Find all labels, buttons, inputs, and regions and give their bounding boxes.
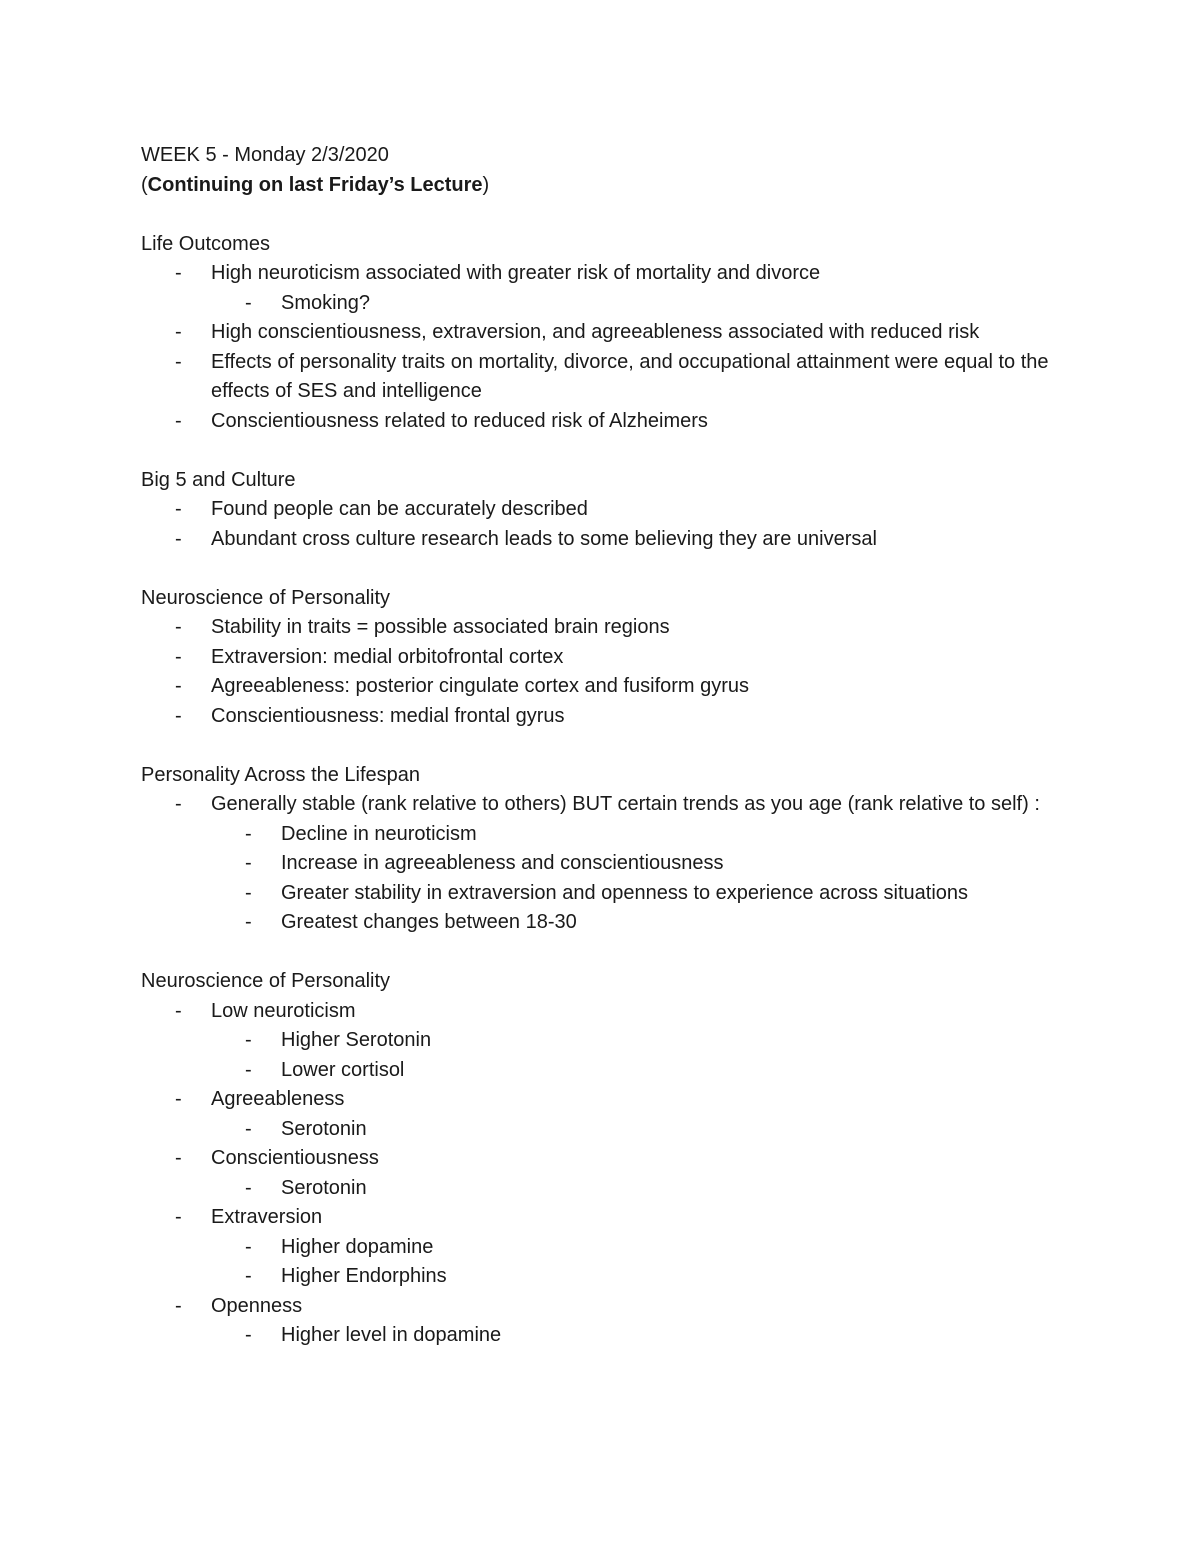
sub-list-item [211, 1026, 1071, 1056]
list-item [141, 407, 1071, 437]
list-item-text: Openness [211, 1294, 303, 1317]
sub-list-item [211, 849, 1071, 879]
section-heading: Personality Across the Lifespan [141, 763, 421, 786]
bullet-dash: - [245, 1176, 252, 1199]
sub-list-item-text: Higher Endorphins [281, 1265, 447, 1287]
list-item [141, 1085, 1071, 1144]
list-item [141, 1292, 1071, 1351]
list-item-text: High neuroticism associated with greater risk of mortality and divorce [211, 262, 821, 284]
sub-bullet-list [211, 820, 1071, 938]
bullet-dash: - [175, 262, 182, 284]
subtitle-bold-text: Continuing on last Friday’s Lecture [147, 173, 483, 196]
sub-list-item [211, 289, 1071, 319]
sub-list-item [211, 1115, 1071, 1145]
sub-bullet-list [211, 1321, 1071, 1351]
bullet-dash: - [245, 1265, 252, 1287]
bullet-dash: - [175, 999, 182, 1022]
bullet-dash: - [175, 616, 182, 638]
list-item-text: Extraversion: medial orbitofrontal cortex [211, 645, 564, 668]
sub-list-item-text: Greater stability in extraversion and openness to experience across situations [281, 881, 969, 904]
sub-bullet-list [211, 1115, 1071, 1145]
sub-bullet-list [211, 1174, 1071, 1204]
bullet-dash: - [175, 350, 182, 373]
list-item-text: Extraversion [211, 1206, 323, 1228]
section-heading: Big 5 and Culture [141, 468, 296, 491]
list-item [141, 495, 1071, 525]
bullet-list [141, 790, 1071, 938]
bullet-list [141, 613, 1071, 731]
sub-list-item [211, 820, 1071, 850]
sub-list-item-text: Smoking? [281, 291, 370, 314]
page-subtitle [141, 171, 1071, 201]
sub-list-item-text: Greatest changes between 18-30 [281, 911, 577, 933]
sub-list-item-text: Higher dopamine [281, 1235, 434, 1258]
subtitle-open-paren: ( [141, 173, 148, 196]
page-title: WEEK 5 - Monday 2/3/2020 [141, 144, 389, 166]
section-heading: Neuroscience of Personality [141, 586, 391, 609]
bullet-dash: - [175, 527, 182, 550]
list-item [141, 1144, 1071, 1203]
bullet-dash: - [245, 852, 252, 874]
bullet-dash: - [245, 881, 252, 904]
bullet-dash: - [245, 291, 252, 314]
bullet-dash: - [175, 498, 182, 520]
sub-list-item-text: Higher Serotonin [281, 1029, 432, 1051]
bullet-dash: - [245, 822, 252, 845]
sub-bullet-list [211, 1026, 1071, 1085]
bullet-dash: - [175, 675, 182, 697]
bullet-dash: - [245, 1058, 252, 1081]
list-item [141, 1203, 1071, 1292]
sub-list-item-text: Increase in agreeableness and conscientiousness [281, 852, 724, 874]
list-item [141, 259, 1071, 318]
sub-list-item [211, 1056, 1071, 1086]
bullet-dash: - [175, 321, 182, 343]
list-item-text: Abundant cross culture research leads to some believing they are universal [211, 527, 877, 550]
sub-list-item-text: Decline in neuroticism [281, 822, 477, 845]
bullet-dash: - [175, 1088, 182, 1110]
sub-list-item [211, 908, 1071, 938]
blank-line [141, 554, 1071, 584]
sub-list-item [211, 1262, 1071, 1292]
bullet-list [141, 997, 1071, 1351]
list-item-text: Low neuroticism [211, 999, 356, 1022]
list-item-text: Stability in traits = possible associated brain regions [211, 616, 670, 638]
sub-list-item-text: Serotonin [281, 1117, 367, 1140]
list-item [141, 348, 1071, 407]
list-item-text: Conscientiousness related to reduced risk of Alzheimers [211, 409, 708, 432]
bullet-dash: - [245, 1235, 252, 1258]
bullet-dash: - [175, 1294, 182, 1317]
bullet-dash: - [175, 409, 182, 432]
sub-list-item-text: Serotonin [281, 1176, 367, 1199]
document-body [141, 141, 1071, 1351]
sub-list-item [211, 879, 1071, 909]
blank-line [141, 731, 1071, 761]
list-item [141, 672, 1071, 702]
blank-line [141, 436, 1071, 466]
list-item [141, 643, 1071, 673]
list-item-text: Conscientiousness: medial frontal gyrus [211, 704, 565, 727]
subtitle-close-paren: ) [482, 173, 490, 196]
bullet-dash: - [245, 911, 252, 933]
blank-line [141, 938, 1071, 968]
bullet-dash: - [175, 1206, 182, 1228]
sub-bullet-list [211, 289, 1071, 319]
bullet-dash: - [245, 1117, 252, 1140]
bullet-dash: - [245, 1324, 252, 1346]
sub-list-item-text: Higher level in dopamine [281, 1324, 502, 1346]
list-item [141, 702, 1071, 732]
bullet-dash: - [175, 645, 182, 668]
section-heading: Neuroscience of Personality [141, 970, 391, 992]
list-item-text: Found people can be accurately described [211, 498, 588, 520]
list-item [141, 525, 1071, 555]
sub-list-item [211, 1321, 1071, 1351]
list-item-text: Generally stable (rank relative to others) BUT certain trends as you age (rank relative to self) : [211, 793, 1040, 815]
list-item [141, 318, 1071, 348]
list-item-text: High conscientiousness, extraversion, and agreeableness associated with reduced risk [211, 321, 980, 343]
bullet-dash: - [175, 704, 182, 727]
bullet-dash: - [175, 1147, 182, 1169]
list-item [141, 997, 1071, 1086]
list-item-text: Agreeableness: posterior cingulate cortex and fusiform gyrus [211, 675, 750, 697]
bullet-dash: - [245, 1029, 252, 1051]
list-item-text: Conscientiousness [211, 1147, 379, 1169]
list-item-text: Effects of personality traits on mortality, divorce, and occupational attainment were equal to the effects of SES and intelligence [211, 350, 1049, 402]
bullet-list [141, 259, 1071, 436]
list-item-text: Agreeableness [211, 1088, 345, 1110]
sub-list-item [211, 1233, 1071, 1263]
sub-list-item-text: Lower cortisol [281, 1058, 405, 1081]
blank-line [141, 200, 1071, 230]
bullet-list [141, 495, 1071, 554]
sub-bullet-list [211, 1233, 1071, 1292]
list-item [141, 613, 1071, 643]
section-heading: Life Outcomes [141, 232, 270, 255]
bullet-dash: - [175, 793, 182, 815]
sub-list-item [211, 1174, 1071, 1204]
list-item [141, 790, 1071, 938]
